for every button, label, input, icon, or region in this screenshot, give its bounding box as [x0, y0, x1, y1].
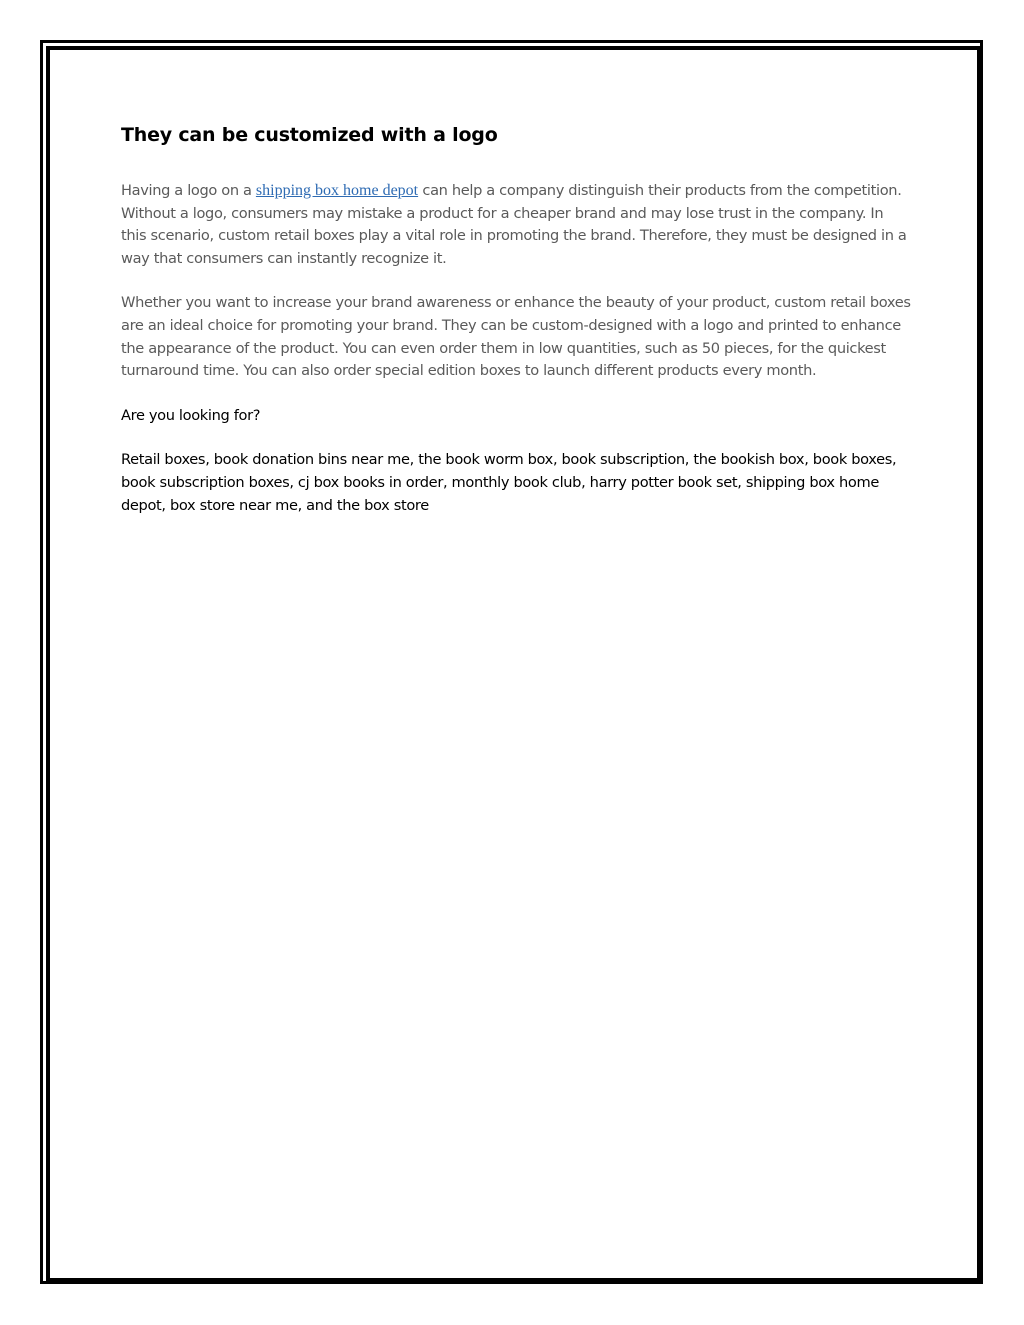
- paragraph-text-before-link: Having a logo on a: [121, 182, 256, 199]
- keyword-list: Retail boxes, book donation bins near me, the book worm box, book subscription, the bookish box, book boxes, book subscription boxes, cj box books in order, monthly book club, harry potter book set, shipping box home depot, box store near me, and the box store: [121, 451, 897, 514]
- paragraph-brand-awareness: Whether you want to increase your brand awareness or enhance the beauty of your product, custom retail boxes are an ideal choice for promoting your brand. They can be custom-designed with a logo and printed to enhance the appearance of the product. You can even order them in low quantities, such as 50 pieces, for the quickest turnaround time. You can also order special edition boxes to launch different products every month.: [121, 294, 911, 380]
- paragraph-text-after-link: can help a company distinguish their products from the competition. Without a logo, consumers may mistake a product for a cheaper brand and may lose trust in the company. In this scenario, custom retail boxes play a vital role in promoting the brand. Therefore, they must be designed in a way that consumers can instantly recognize it.: [121, 182, 907, 267]
- question-line: Are you looking for?: [121, 406, 261, 424]
- shipping-box-link[interactable]: shipping box home depot: [255, 182, 419, 199]
- paragraph-logo-benefits: [121, 180, 911, 270]
- document-body: [121, 120, 911, 539]
- section-heading: They can be customized with a logo: [121, 124, 498, 146]
